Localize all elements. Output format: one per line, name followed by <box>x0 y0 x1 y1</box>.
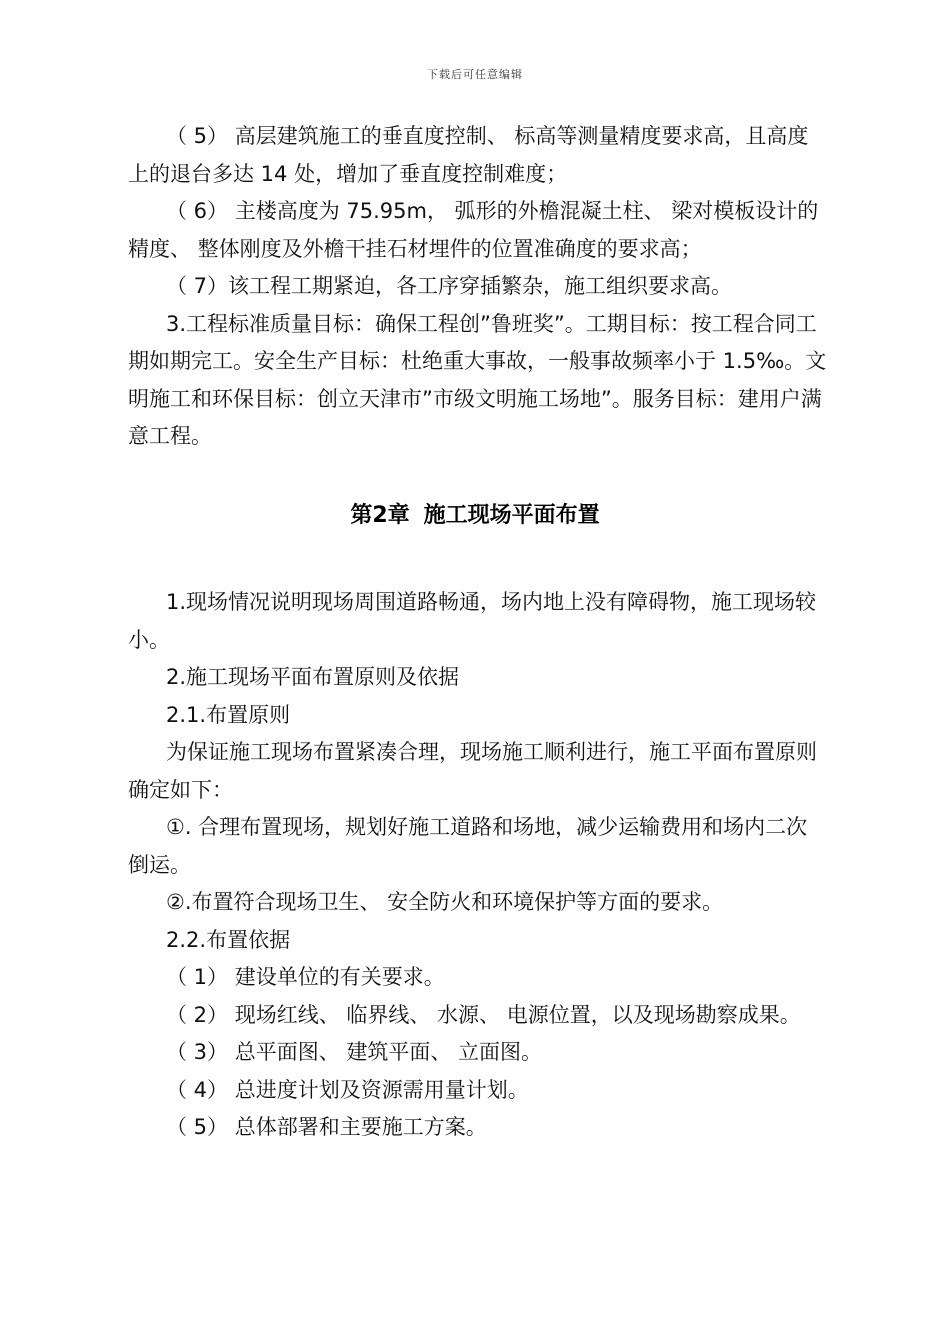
paragraph-site-description: 1.现场情况说明现场周围道路畅通，场内地上没有障碍物，施工现场较小。 <box>128 590 817 652</box>
chapter-title: 施工现场平面布置 <box>423 503 600 528</box>
page-header: 下载后可任意编辑 <box>427 68 523 81</box>
paragraph-principles-intro: 为保证施工现场布置紧凑合理，现场施工顺利进行，施工平面布置原则确定如下： <box>128 740 817 802</box>
paragraph-subheading-principles: 2.1.布置原则 <box>166 702 291 727</box>
chapter-number: 第2章 <box>350 503 410 528</box>
paragraph-item-5-height: （ 5） 高层建筑施工的垂直度控制、 标高等测量精度要求高，且高度上的退台多达 14 处，增加了垂直度控制难度； <box>128 124 809 186</box>
paragraph-subheading-basis: 2.2.布置依据 <box>166 927 291 952</box>
chapter-heading <box>0 498 950 534</box>
section-1-body <box>128 118 828 456</box>
paragraph-quality-goals: 3.工程标准质量目标：确保工程创”鲁班奖”。工期目标：按工程合同工期如期完工。安全生产目标：杜绝重大事故，一般事故频率小于 1.5‰。文明施工和环保目标：创立天津市”市级文明施工场地”。服务目标：建用户满意工程。 <box>128 311 827 448</box>
paragraph-item-6-height: （ 6） 主楼高度为 75.95m， 弧形的外檐混凝土柱、 梁对模板设计的精度、 整体刚度及外檐干挂石材埋件的位置准确度的要求高； <box>128 199 819 261</box>
paragraph-basis-1: （ 1） 建设单位的有关要求。 <box>166 965 445 989</box>
paragraph-principle-1: ①. 合理布置现场，规划好施工道路和场地，减少运输费用和场内二次倒运。 <box>128 815 808 877</box>
section-2-body <box>128 584 828 1147</box>
paragraph-layout-principles-heading: 2.施工现场平面布置原则及依据 <box>166 665 460 689</box>
paragraph-basis-3: （ 3） 总平面图、 建筑平面、 立面图。 <box>166 1040 543 1064</box>
paragraph-principle-2: ②.布置符合现场卫生、 安全防火和环境保护等方面的要求。 <box>166 890 724 914</box>
paragraph-basis-2: （ 2） 现场红线、 临界线、 水源、 电源位置，以及现场勘察成果。 <box>166 1002 801 1027</box>
paragraph-item-7-schedule: （ 7）该工程工期紧迫，各工序穿插繁杂，施工组织要求高。 <box>166 274 733 298</box>
paragraph-basis-5: （ 5） 总体部署和主要施工方案。 <box>166 1115 487 1139</box>
paragraph-basis-4: （ 4） 总进度计划及资源需用量计划。 <box>166 1077 529 1102</box>
